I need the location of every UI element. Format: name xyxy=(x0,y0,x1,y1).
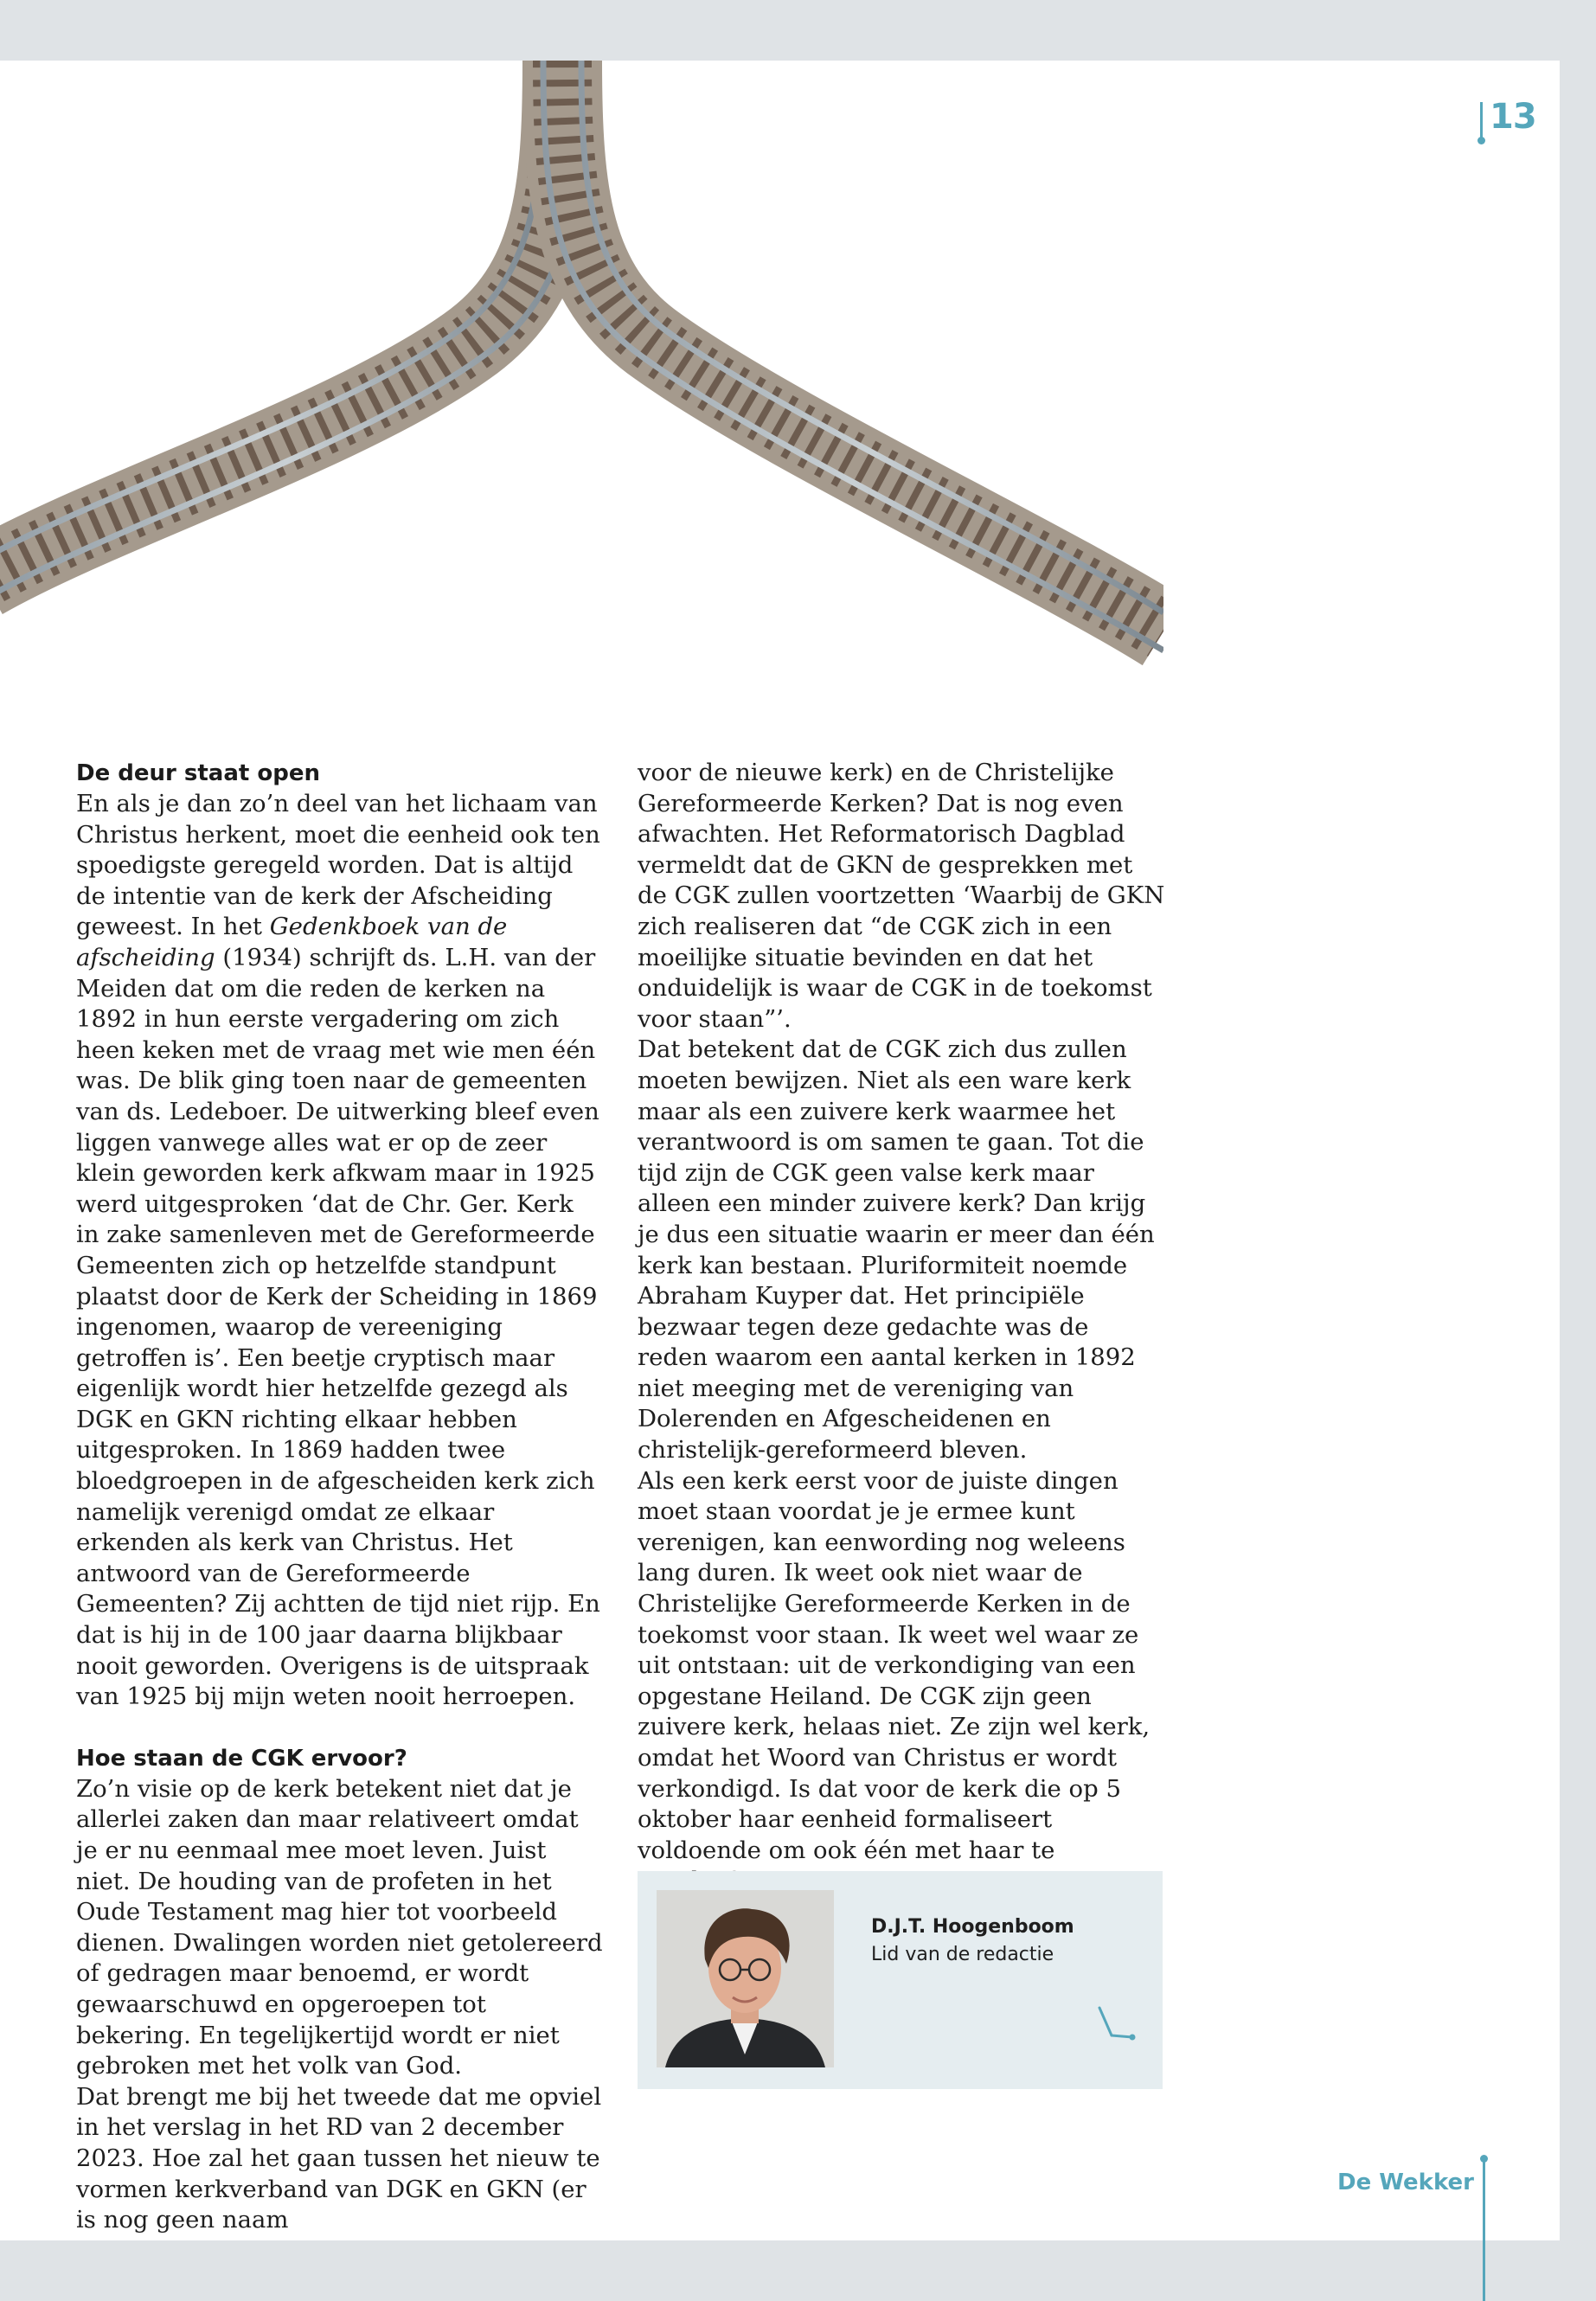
author-photo xyxy=(657,1890,834,2067)
book-title: Gedenkboek van de afscheiding xyxy=(76,913,508,971)
paragraph-text: En als je dan zo’n deel van het lichaam van Christus herkent, moet die eenheid ook ten spoedigste geregeld worden. Dat is altijd de intentie van de kerk der Afscheiding geweest. In het xyxy=(76,790,600,941)
article-paragraph xyxy=(638,758,1165,1035)
article-column-left xyxy=(76,758,604,2236)
article-paragraph xyxy=(76,1774,604,2082)
author-box xyxy=(638,1871,1163,2089)
page-frame-top xyxy=(0,0,1596,61)
railway-tracks-illustration xyxy=(0,61,1163,675)
page-number-marker-line xyxy=(1480,102,1483,138)
paragraph-spacer xyxy=(76,1713,604,1743)
article-column-right xyxy=(638,758,1165,1897)
magazine-name: De Wekker xyxy=(1337,2170,1474,2195)
section-heading: De deur staat open xyxy=(76,760,320,786)
page-number-marker-dot xyxy=(1477,137,1485,144)
footer-marker-line xyxy=(1483,2159,1485,2301)
author-name: D.J.T. Hoogenboom xyxy=(871,1916,1074,1938)
article-paragraph xyxy=(638,1035,1165,1465)
paragraph-text: Dat brengt me bij het tweede dat me opviel in het verslag in het RD van 2 december 2023. Hoe zal het gaan tussen het nieuw te vormen kerkverband van DGK en GKN (er is nog geen naam xyxy=(76,2082,602,2234)
author-deco-icon xyxy=(1094,2001,1138,2053)
paragraph-text: Als een kerk eerst voor de juiste dingen moet staan voordat je je ermee kunt verenigen, kan eenwording nog weleens lang duren. Ik weet ook niet waar de Christelijke Gereformeerde Kerken in de toekomst voor staan. Ik weet wel waar ze uit ontstaan: uit de verkondiging van een opgestane Heiland. De CGK zijn geen zuivere kerk, helaas niet. Ze zijn wel kerk, omdat het Woord van Christus er wordt verkondigd. Is dat voor de kerk die op 5 oktober haar eenheid formaliseert voldoende om ook één met haar te xyxy=(638,1466,1151,1864)
article-paragraph xyxy=(76,789,604,1713)
article-paragraph xyxy=(76,2082,604,2236)
article-paragraph xyxy=(638,1466,1165,1897)
page-frame-right xyxy=(1560,0,1596,2301)
paragraph-text: Dat betekent dat de CGK zich dus zullen moeten bewijzen. Niet als een ware kerk maar als een zuivere kerk waarmee het verantwoord is om samen te gaan. Tot die tijd zijn de CGK geen valse kerk maar alleen een minder zuivere kerk? Dan krijg je dus een situatie waarin er meer dan één kerk kan bestaan. Pluriformiteit noemde Abraham Kuyper dat. Het principiële bezwaar tegen deze gedachte was de reden waarom een aantal kerken in 1892 niet meeging met de vereniging van Dolerenden en Afgescheidenen en christelijk-gereformeerd bleven. xyxy=(638,1035,1155,1465)
page-frame-bottom xyxy=(0,2240,1596,2301)
paragraph-text: voor de nieuwe kerk) en de Christelijke Gereformeerde Kerken? Dat is nog even afwachten. Het Reformatorisch Dagblad vermeldt dat de GKN de gesprekken met de CGK zullen voortzetten ‘Waarbij de GKN zich realiseren dat “de CGK zich in een moeilijke situatie bevinden en dat het onduidelijk is waar de CGK in de toekomst voor staan”’. xyxy=(638,759,1165,1033)
author-role: Lid van de redactie xyxy=(871,1944,1054,1965)
page-number: 13 xyxy=(1490,97,1536,137)
paragraph-text: (1934) schrijft ds. L.H. van der Meiden dat om die reden de kerken na 1892 in hun eerste vergadering om zich heen keken met de vraag met wie men één was. De blik ging toen naar de gemeenten van ds. Ledeboer. De uitwerking bleef even liggen vanwege alles wat er op de zeer klein geworden kerk afkwam maar in 1925 werd uitgesproken ‘dat de Chr. Ger. Kerk in zake samenleven met de Gereformeerde Gemeenten zich op hetzelfde standpunt plaatst door de Kerk der Scheiding in 1869 ingenomen, waarop de vereeniging getroffen is’. Een beetje cryptisch maar eigenlijk wordt hier hetzelfde gezegd als DGK en GKN richting elkaar hebben uitgesproken. In 1869 hadden twee bloedgroepen in de afgescheiden kerk zich namelijk verenigd omdat ze elkaar erkenden als kerk van Christus. Het antwoord van de Gereformeerde Gemeenten? Zij achtten de tijd niet rijp. En dat is hij in de 100 jaar daarna blijkbaar nooit geworden. Overigens is de uitspraak van 1925 bij mijn weten nooit herroepen. xyxy=(76,943,600,1711)
section-heading: Hoe staan de CGK ervoor? xyxy=(76,1745,407,1772)
paragraph-text: Zo’n visie op de kerk betekent niet dat je allerlei zaken dan maar relativeert omdat je er nu eenmaal mee moet leven. Juist niet. De houding van de profeten in het Oude Testament mag hier tot voorbeeld dienen. Dwalingen worden niet getolereerd of gedragen maar benoemd, er wordt gewaarschuwd en opgeroepen tot bekering. En tegelijkertijd wordt er niet gebroken met het volk van God. xyxy=(76,1774,603,2080)
